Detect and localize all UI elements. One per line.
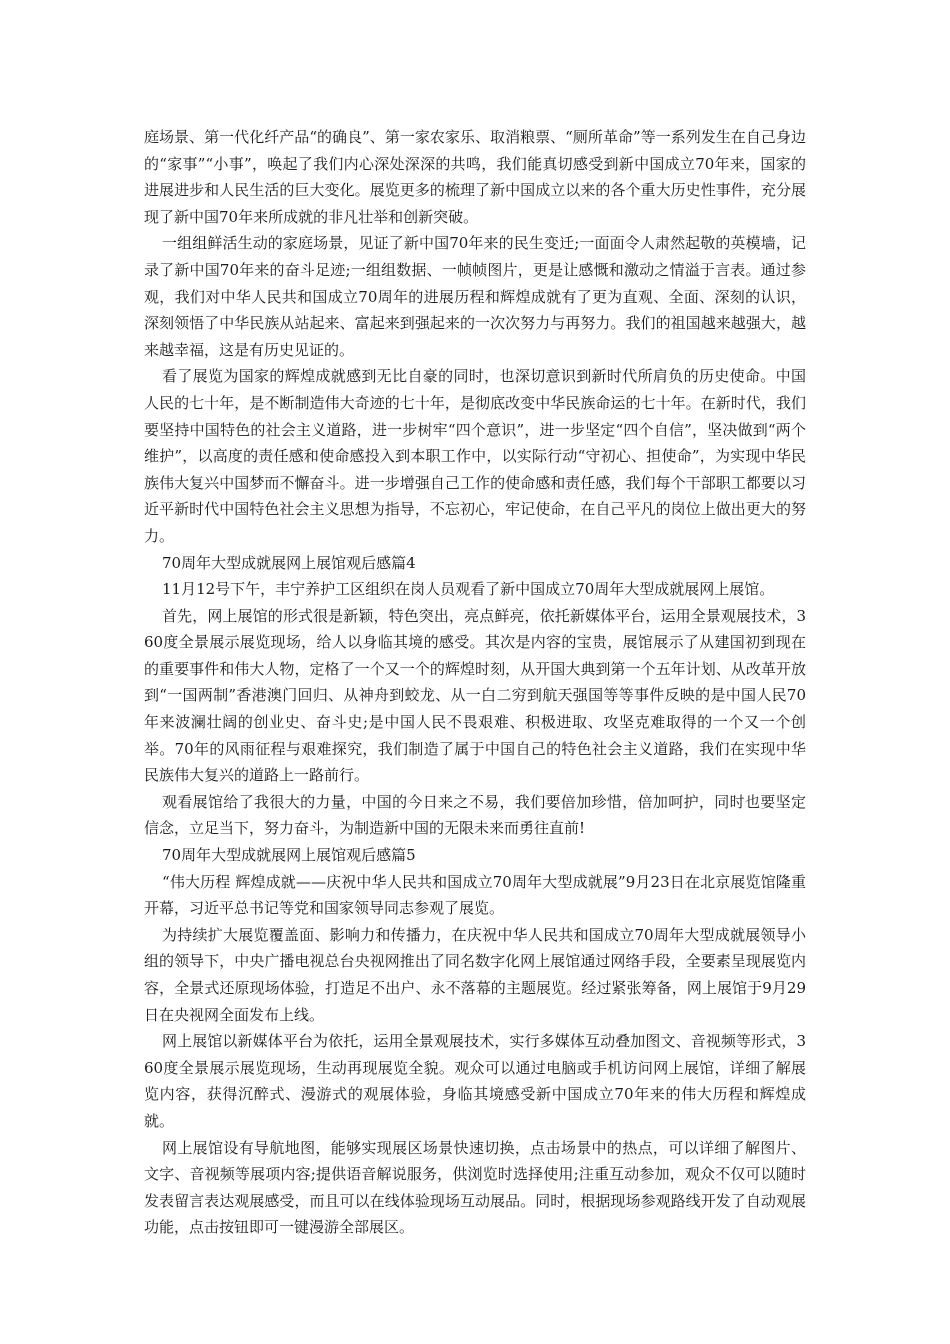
paragraph: 看了展览为国家的辉煌成就感到无比自豪的同时，也深切意识到新时代所肩负的历史使命。中国人民的七十年，是不断制造伟大奇迹的七十年，是彻底改变中华民族命运的七十年。在新时代，我们要坚持中国特色的社会主义道路，进一步树牢“四个意识”，进一步坚定“四个自信”，坚决做到“两个维护”，以高度的责任感和使命感投入到本职工作中，以实际行动“守初心、担使命”，为实现中华民族伟大复兴中国梦而不懈奋斗。进一步增强自己工作的使命感和责任感，我们每个干部职工都要以习近平新时代中国特色社会主义思想为指导，不忘初心，牢记使命，在自己平凡的岗位上做出更大的努力。 [144,367,806,545]
section-heading: 70周年大型成就展网上展馆观后感篇5 [162,846,416,865]
paragraph-continuation: 庭场景、第一代化纤产品“的确良”、第一家农家乐、取消粮票、“厕所革命”等一系列发生在自己身边的“家事”“小事”，唤起了我们内心深处深深的共鸣，我们能真切感受到新中国成立70年来，国家的进展进步和人民生活的巨大变化。展览更多的梳理了新中国成立以来的各个重大历史性事件，充分展现了新中国70年来所成就的非凡壮举和创新突破。 [144,128,806,226]
paragraph: 网上展馆设有导航地图，能够实现展区场景快速切换，点击场景中的热点，可以详细了解图片、文字、音视频等展项内容;提供语音解说服务，供浏览时选择使用;注重互动参加，观众不仅可以随时发表留言表达观展感受，而且可以在线体验现场互动展品。同时，根据现场参观路线开发了自动观展功能，点击按钮即可一键漫游全部展区。 [144,1138,806,1237]
paragraph: 11月12号下午，丰宁养护工区组织在岗人员观看了新中国成立70周年大型成就展网上展馆。 [162,580,775,599]
paragraph: 一组组鲜活生动的家庭场景，见证了新中国70年来的民生变迁;一面面令人肃然起敬的英模墙，记录了新中国70年来的奋斗足迹;一组组数据、一帧帧图片，更是让感慨和激动之情溢于言表。通过参观，我们对中华人民共和国成立70周年的进展历程和辉煌成就有了更为直观、全面、深刻的认识，深刻领悟了中华民族从站起来、富起来到强起来的一次次努力与再努力。我们的祖国越来越强大，越来越幸福，这是有历史见证的。 [144,234,806,359]
paragraph: 首先，网上展馆的形式很是新颖，特色突出，亮点鲜亮，依托新媒体平台，运用全景观展技术，360度全景展示展览现场，给人以身临其境的感受。其次是内容的宝贵，展馆展示了从建国初到现在的重要事件和伟大人物，定格了一个又一个的辉煌时刻，从开国大典到第一个五年计划、从改革开放到“一国两制”香港澳门回归、从神舟到蛟龙、从一白二穷到航天强国等等事件反映的是中国人民70年来波澜壮阔的创业史、奋斗史;是中国人民不畏艰难、积极进取、攻坚克难取得的一个又一个创举。70年的风雨征程与艰难探究，我们制造了属于中国自己的特色社会主义道路，我们在实现中华民族伟大复兴的道路上一路前行。 [144,606,806,785]
paragraph: 为持续扩大展览覆盖面、影响力和传播力，在庆祝中华人民共和国成立70周年大型成就展领导小组的领导下，中央广播电视总台央视网推出了同名数字化网上展馆通过网络手段，全要素呈现展览内容，全景式还原现场体验，打造足不出户、永不落幕的主题展览。经过紧张筹备，网上展馆于9月29日在央视网全面发布上线。 [144,925,806,1024]
paragraph: 网上展馆以新媒体平台为依托，运用全景观展技术，实行多媒体互动叠加图文、音视频等形式，360度全景展示展览现场，生动再现展览全貌。观众可以通过电脑或手机访问网上展馆，详细了解展览内容，获得沉醉式、漫游式的观展体验，身临其境感受新中国成立70年来的伟大历程和辉煌成就。 [144,1032,806,1130]
document-body [144,124,806,1241]
paragraph: “伟大历程 辉煌成就——庆祝中华人民共和国成立70周年大型成就展”9月23日在北京展览馆隆重开幕，习近平总书记等党和国家领导同志参观了展览。 [144,872,806,918]
section-heading: 70周年大型成就展网上展馆观后感篇4 [162,553,416,572]
paragraph: 观看展馆给了我很大的力量，中国的今日来之不易，我们要倍加珍惜，倍加呵护，同时也要坚定信念，立足当下，努力奋斗，为制造新中国的无限未来而勇往直前! [144,792,806,838]
